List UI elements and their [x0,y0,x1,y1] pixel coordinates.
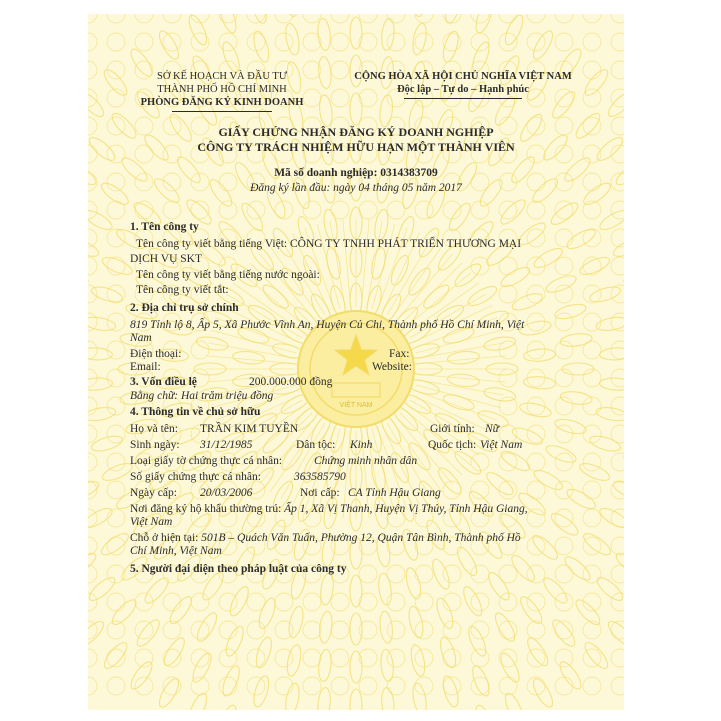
website-label: Website: [372,361,412,373]
nationality-value: Việt Nam [480,439,523,451]
vn-name-row [136,238,521,251]
phone-label: Điện thoại: [130,348,182,360]
section3-heading: 3. Vốn điều lệ [130,376,197,388]
nationality-label: Quốc tịch: [428,439,477,451]
republic-line1: CỘNG HÒA XÃ HỘI CHỦ NGHĨA VIỆT NAM [354,71,572,82]
owner-name-label: Họ và tên: [130,423,178,435]
charter-capital: 200.000.000 đồng [249,376,333,388]
short-name-label: Tên công ty viết tắt: [136,284,229,296]
id-number-label: Số giấy chứng thực cá nhân: [130,471,261,483]
current-address-line2: Chí Minh, Việt Nam [130,545,222,557]
tax-code-label: Mã số doanh nghiệp: [274,167,381,179]
doc-title-line1: GIẤY CHỨNG NHẬN ĐĂNG KÝ DOANH NGHIỆP [218,125,494,139]
issue-place-value: CA Tỉnh Hậu Giang [348,487,441,499]
dob-label: Sinh ngày: [130,439,180,451]
dept-line1: SỞ KẾ HOẠCH VÀ ĐẦU TƯ [157,71,287,82]
dept-line2: THÀNH PHỐ HỒ CHÍ MINH [157,84,287,95]
section1-heading: 1. Tên công ty [130,221,199,233]
doc-title-line2: CÔNG TY TRÁCH NHIỆM HỮU HẠN MỘT THÀNH VIÊN [197,140,515,154]
address-line1: 819 Tỉnh lộ 8, Ấp 5, Xã Phước Vĩnh An, Huyện Củ Chi, Thành phố Hồ Chí Minh, Việt [130,319,525,331]
gender-label: Giới tính: [430,423,475,435]
current-address [130,532,521,545]
certificate-paper [88,14,624,710]
current-address-label: Chỗ ở hiện tại: [130,532,202,544]
tax-code-value: 0314383709 [380,167,438,179]
first-registration: Đăng ký lần đầu: ngày 04 tháng 05 năm 2017 [250,182,462,194]
address-line2: Nam [130,332,152,344]
emblem-text: VIỆT NAM [339,402,373,409]
current-address-value: 501B – Quách Văn Tuấn, Phường 12, Quận Tân Bình, Thành phố Hồ [201,532,521,544]
security-pattern [88,14,624,710]
ethnic-label: Dân tộc: [296,439,336,451]
id-number-value: 363585790 [294,471,346,483]
email-label: Email: [130,361,161,373]
permanent-address [130,503,528,516]
ethnic-value: Kinh [350,439,373,451]
id-type-label: Loại giấy tờ chứng thực cá nhân: [130,455,283,467]
section2-heading: 2. Địa chỉ trụ sở chính [130,302,239,314]
vn-name-value: CÔNG TY TNHH PHÁT TRIỂN THƯƠNG MẠI [290,238,522,250]
vn-name-label: Tên công ty viết bằng tiếng Việt: [136,238,290,250]
issue-date-label: Ngày cấp: [130,487,177,499]
capital-in-words: Bằng chữ: Hai trăm triệu đồng [130,390,274,402]
issue-date-value: 20/03/2006 [200,487,253,499]
fax-label: Fax: [389,348,410,360]
vn-name-line2: DỊCH VỤ SKT [130,253,202,265]
issue-place-label: Nơi cấp: [300,487,340,499]
permanent-address-label: Nơi đăng ký hộ khẩu thường trú: [130,503,285,515]
dept-line3: PHÒNG ĐĂNG KÝ KINH DOANH [140,97,304,108]
id-type-value: Chứng minh nhân dân [314,455,418,467]
dob-value: 31/12/1985 [200,439,253,451]
section4-heading: 4. Thông tin về chủ sở hữu [130,406,261,418]
foreign-name-label: Tên công ty viết bằng tiếng nước ngoài: [136,269,320,281]
motto-underline [404,98,522,99]
dept-underline [172,111,272,112]
permanent-address-value: Ấp 1, Xã Vị Thanh, Huyện Vị Thủy, Tỉnh Hậu Giang, [284,503,528,515]
gender-value: Nữ [485,423,499,435]
permanent-address-line2: Việt Nam [130,516,173,528]
republic-motto: Độc lập – Tự do – Hạnh phúc [397,84,529,95]
tax-code [88,167,624,180]
owner-name: TRẦN KIM TUYỀN [200,423,299,435]
section5-heading: 5. Người đại diện theo pháp luật của công ty [130,563,347,575]
